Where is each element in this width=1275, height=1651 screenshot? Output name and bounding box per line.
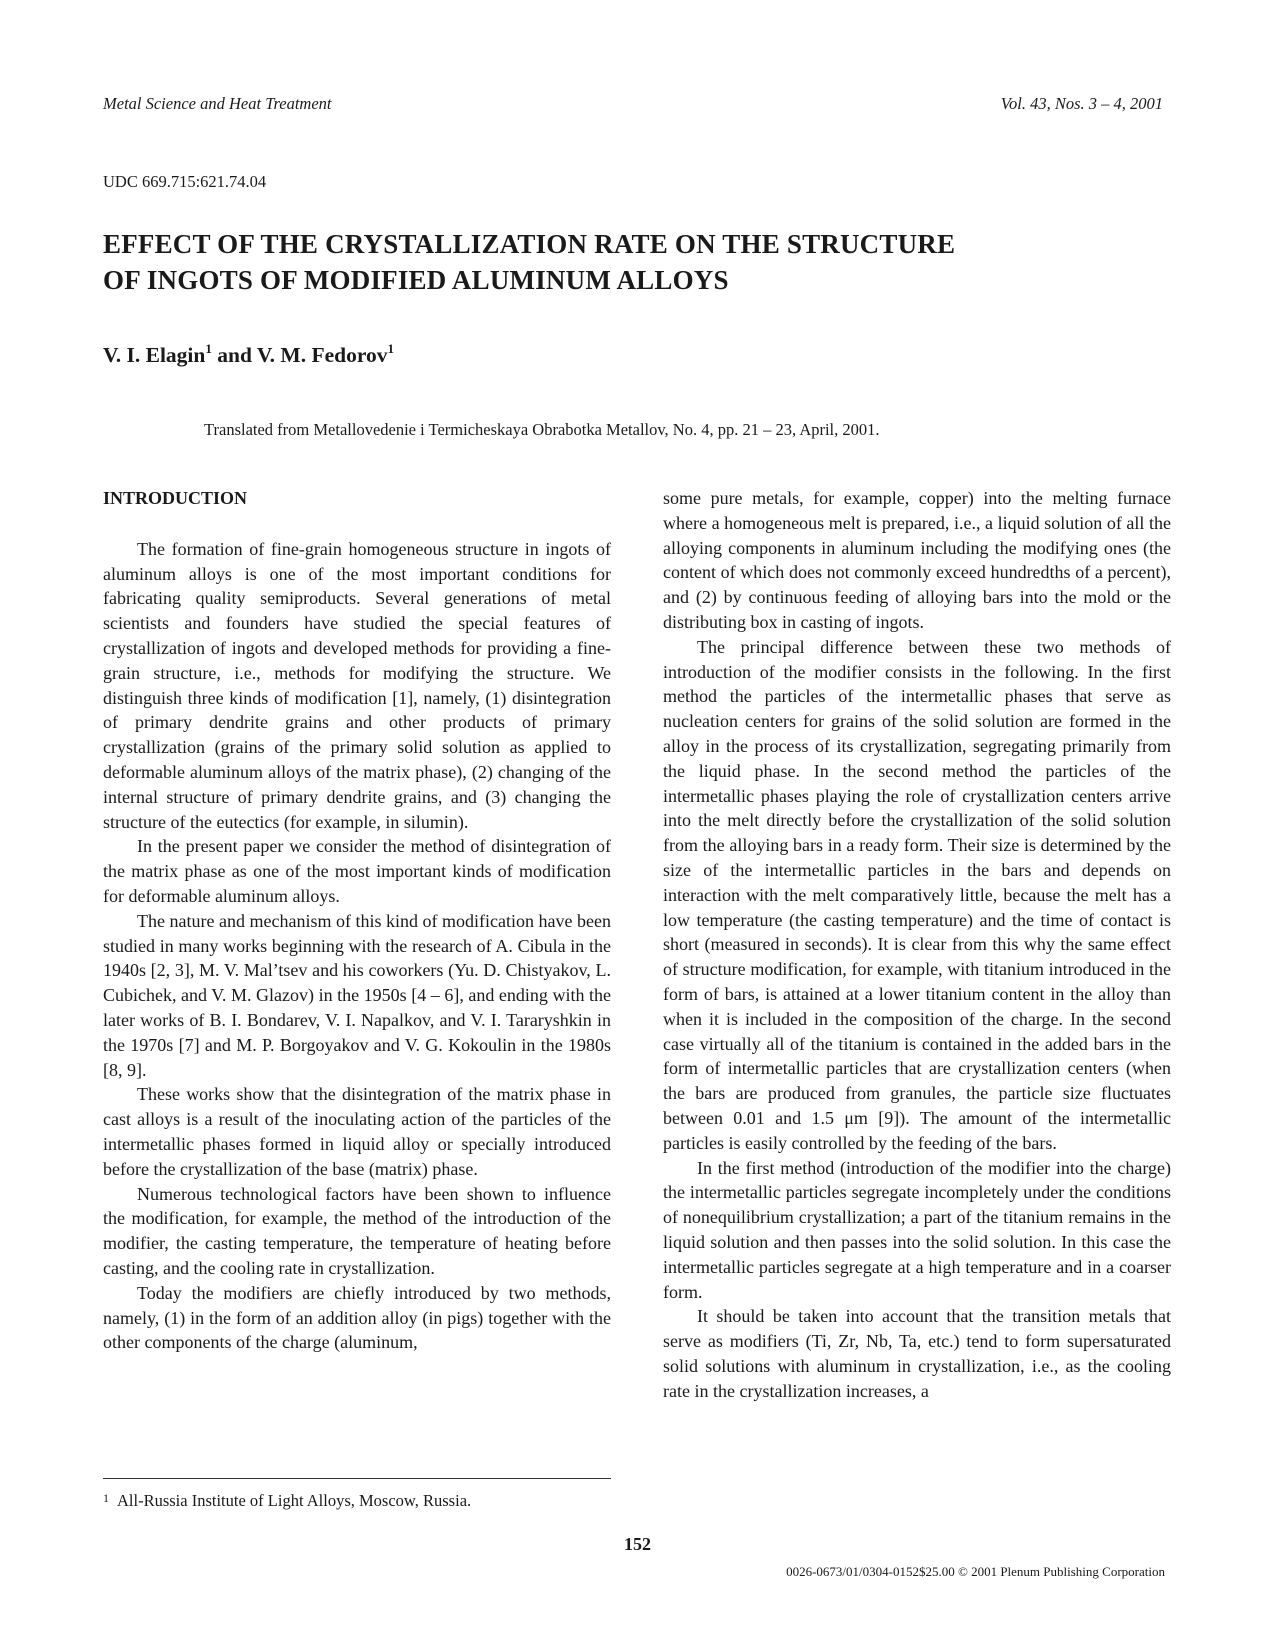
paragraph: Numerous technological factors have been shown to influence the modification, for example, the method of the introduction of the modifier, the casting temperature, the temperature of heating before casting, and the cooling rate in crystallization.	[103, 1183, 611, 1278]
author-2: V. M. Fedorov	[256, 343, 388, 367]
title-line-2: OF INGOTS OF MODIFIED ALUMINUM ALLOYS	[103, 265, 729, 295]
footnote-divider	[103, 1478, 611, 1479]
paragraph: It should be taken into account that the transition metals that serve as modifiers (Ti, Zr, Nb, Ta, etc.) tend to form supersaturated solid solutions with aluminum in crystallization, i.e., as the cooling rate in the crystallization increases, a	[663, 1306, 1171, 1401]
author-2-affiliation-mark: 1	[387, 341, 394, 356]
footnote-mark: 1	[103, 1491, 109, 1505]
page-number: 152	[624, 1534, 651, 1554]
journal-volume: Vol. 43, Nos. 3 – 4, 2001	[1000, 94, 1163, 113]
left-column	[103, 486, 611, 1355]
paragraph: In the present paper we consider the method of disintegration of the matrix phase as one of the most important kinds of modification for deformable aluminum alloys.	[103, 836, 611, 906]
paragraph: Today the modifiers are chiefly introduced by two methods, namely, (1) in the form of an addition alloy (in pigs) together with the other components of the charge (aluminum,	[103, 1282, 611, 1353]
translation-note: Translated from Metallovedenie i Termicheskaya Obrabotka Metallov, No. 4, pp. 21 – 23, April, 2001.	[204, 420, 880, 439]
paragraph: The formation of fine-grain homogeneous structure in ingots of aluminum alloys is one of the most important conditions for fabricating quality semiproducts. Several generations of metal scientists and founders have studied the special features of crystallization of ingots and developed methods for providing a fine-grain structure, i.e., methods for modifying the structure. We distinguish three kinds of modification [1], namely, (1) disintegration of primary dendrite grains and other products of primary crystallization (grains of the primary solid solution as applied to deformable aluminum alloys of the matrix phase), (2) changing of the internal structure of primary dendrite grains, and (3) changing the structure of the eutectics (for example, in silumin).	[103, 538, 611, 832]
paragraph: The principal difference between these two methods of introduction of the modifier consists in the following. In the first method the particles of the intermetallic phases that serve as nucleation centers for grains of the solid solution are formed in the alloy in the process of its crystallization, segregating primarily from the liquid phase. In the second method the particles of the intermetallic phases playing the role of crystallization centers arrive into the melt directly before the crystallization of the solid solution from the alloying bars in a ready form. Their size is determined by the size of the intermetallic particles in the bars and depends on interaction with the melt comparatively little, because the melt has a low temperature (the casting temperature) and the time of contact is short (measured in seconds). It is clear from this why the same effect of structure modification, for example, with titanium introduced in the form of bars, is attained at a lower titanium content in the alloy than when it is included in the composition of the charge. In the second case virtually all of the titanium is contained in the added bars in the form of intermetallic particles that are crystallization centers (when the bars are produced from granules, the particle size fluctuates between 0.01 and 1.5 μm [9]). The amount of the intermetallic particles is easily controlled by the feeding of the bars.	[663, 636, 1171, 1153]
paper-title	[103, 226, 1103, 298]
journal-name: Metal Science and Heat Treatment	[103, 94, 332, 113]
right-column	[663, 486, 1171, 1403]
title-line-1: EFFECT OF THE CRYSTALLIZATION RATE ON THE STRUCTURE	[103, 229, 956, 259]
author-1: V. I. Elagin	[103, 343, 206, 367]
paragraph: These works show that the disintegration of the matrix phase in cast alloys is a result of the inoculating action of the particles of the intermetallic phases formed in liquid alloy or specially introduced before the crystallization of the base (matrix) phase.	[103, 1084, 611, 1179]
paragraph: The nature and mechanism of this kind of modification have been studied in many works beginning with the research of A. Cibula in the 1940s [2, 3], M. V. Mal’tsev and his coworkers (Yu. D. Chistyakov, L. Cubichek, and V. M. Glazov) in the 1950s [4 – 6], and ending with the later works of B. I. Bondarev, V. I. Napalkov, and V. I. Tararyshkin in the 1970s [7] and M. P. Borgoyakov and V. G. Kokoulin in the 1980s [8, 9].	[103, 910, 611, 1080]
copyright-line: 0026-0673/01/0304-0152$25.00 © 2001 Plenum Publishing Corporation	[786, 1564, 1165, 1579]
paragraph: In the first method (introduction of the modifier into the charge) the intermetallic particles segregate incompletely under the conditions of nonequilibrium crystallization; a part of the titanium remains in the liquid solution and then passes into the solid solution. In this case the intermetallic particles segregate at a high temperature and in a coarser form.	[663, 1157, 1171, 1302]
section-heading-introduction: INTRODUCTION	[103, 488, 248, 508]
footnote-text: All-Russia Institute of Light Alloys, Moscow, Russia.	[117, 1491, 472, 1510]
author-1-affiliation-mark: 1	[205, 341, 212, 356]
footnote	[103, 1491, 471, 1511]
paragraph-continued: some pure metals, for example, copper) into the melting furnace where a homogeneous melt is prepared, i.e., a liquid solution of all the alloying components in aluminum including the modifying ones (the content of which does not commonly exceed hundredths of a percent), and (2) by continuous feeding of alloying bars into the mold or the distributing box in casting of ingots.	[663, 488, 1171, 632]
authors	[103, 343, 394, 368]
authors-and: and	[211, 343, 257, 367]
udc-code: UDC 669.715:621.74.04	[103, 172, 267, 191]
